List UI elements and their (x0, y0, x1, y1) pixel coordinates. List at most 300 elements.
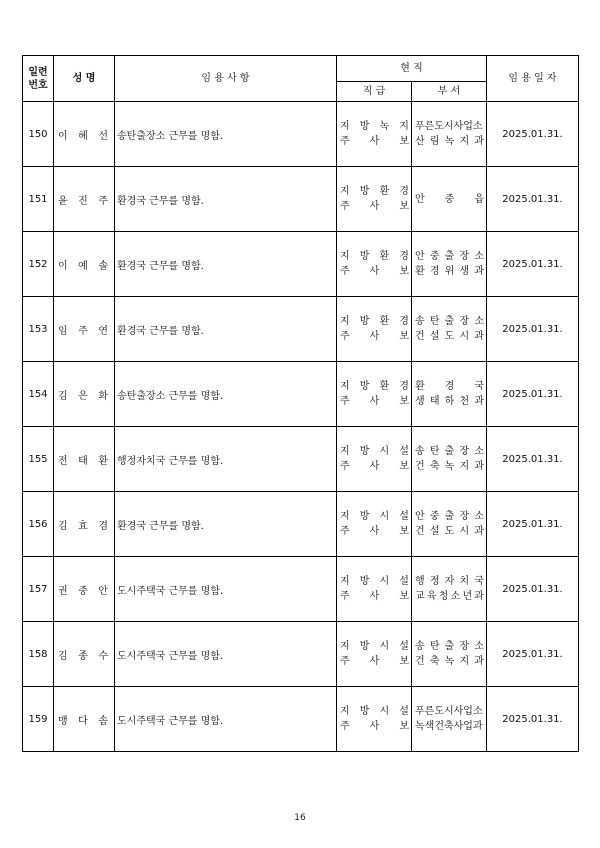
rank-line-2-char: 주 (340, 266, 350, 277)
dept-line-1-char: 소 (474, 251, 484, 262)
dept-line-2 (412, 329, 486, 344)
dept-line-2-char: 도 (444, 526, 455, 537)
rank-line-1-char: 녹 (379, 121, 390, 132)
current-department (412, 167, 487, 232)
dept-line-2-char: 과 (474, 396, 484, 407)
appointment-order: 도시주택국 근무를 명함. (115, 622, 337, 687)
dept-line-1-char: 소 (474, 641, 484, 652)
dept-line-2 (412, 394, 486, 409)
rank-line-2-char: 주 (340, 526, 350, 537)
dept-line-2 (412, 589, 486, 604)
rank-line-1-char: 설 (399, 576, 409, 587)
employee-name-text-char: 혜 (78, 130, 88, 142)
rank-line-2 (337, 199, 411, 214)
serial-number: 151 (23, 167, 54, 232)
dept-line-1 (412, 192, 486, 207)
rank-line-1-char: 지 (340, 121, 350, 132)
employee-name-text (54, 647, 114, 662)
dept-line-1 (412, 704, 486, 719)
rank-line-1-char: 경 (399, 186, 409, 197)
employee-name-text-char: 전 (58, 455, 68, 467)
employee-name (54, 297, 115, 362)
dept-line-2-char: 천 (459, 396, 470, 407)
employee-name-text-char: 김 (58, 520, 68, 532)
rank-line-2-char: 주 (340, 721, 350, 732)
rank-line-2-char: 사 (369, 331, 380, 342)
rank-line-1-char: 방 (359, 186, 370, 197)
appointment-date: 2025.01.31. (487, 102, 579, 167)
rank-line-1-char: 지 (340, 576, 350, 587)
dept-line-1 (412, 249, 486, 264)
employee-name-text-char: 김 (58, 650, 68, 662)
dept-line-1 (412, 314, 486, 329)
dept-line-2-char: 경 (429, 266, 440, 277)
current-rank (337, 297, 412, 362)
rank-line-1 (337, 509, 411, 524)
dept-line-1 (412, 509, 486, 524)
dept-line-2 (412, 134, 486, 149)
dept-line-2-char: 지 (459, 656, 470, 667)
rank-line-1-char: 시 (379, 706, 390, 717)
current-department (412, 427, 487, 492)
rank-line-1-char: 환 (379, 381, 390, 392)
appointment-date: 2025.01.31. (487, 492, 579, 557)
employee-name-text-char: 권 (58, 585, 68, 597)
serial-number: 152 (23, 232, 54, 297)
dept-line-1 (412, 444, 486, 459)
dept-line-2-char: 생 (415, 396, 425, 407)
rank-line-1 (337, 119, 411, 134)
dept-line-1-char: 출 (444, 511, 455, 522)
rank-line-2-char: 사 (369, 201, 380, 212)
dept-line-1-char: 중 (429, 511, 440, 522)
dept-line-1-char: 치 (459, 576, 470, 587)
dept-line-1-char: 출 (444, 316, 455, 327)
employee-name-text (54, 322, 114, 337)
dept-line-2-char: 건 (415, 331, 425, 342)
rank-line-1 (337, 444, 411, 459)
appointment-order: 환경국 근무를 명함. (115, 492, 337, 557)
current-department (412, 622, 487, 687)
dept-line-2 (412, 719, 486, 734)
employee-name-text-char: 김 (58, 390, 68, 402)
dept-line-2-char: 교 (415, 591, 425, 602)
rank-line-2-char: 주 (340, 201, 350, 212)
dept-line-1-char: 안 (415, 511, 425, 522)
rank-line-2-char: 사 (369, 461, 380, 472)
appointment-order: 송탄출장소 근무를 명함. (115, 362, 337, 427)
rank-line-2-char: 주 (340, 591, 350, 602)
appointment-order: 환경국 근무를 명함. (115, 232, 337, 297)
rank-line-1-char: 경 (399, 251, 409, 262)
dept-line-2-char: 과 (474, 656, 484, 667)
dept-line-2-char: 과 (474, 591, 484, 602)
rank-line-1 (337, 639, 411, 654)
employee-name-text-char: 솜 (98, 715, 108, 727)
header-name: 성 명 (54, 56, 115, 102)
dept-line-2-char: 지 (459, 136, 470, 147)
rank-line-2-char: 보 (399, 721, 409, 732)
table-row (23, 427, 579, 492)
rank-line-1-char: 환 (379, 316, 390, 327)
current-rank (337, 557, 412, 622)
rank-line-2 (337, 329, 411, 344)
rank-line-2 (337, 459, 411, 474)
header-current-position: 현 직 (337, 56, 487, 82)
appointment-order: 송탄출장소 근무를 명함. (115, 102, 337, 167)
serial-number: 153 (23, 297, 54, 362)
employee-name-text-char: 다 (78, 715, 88, 727)
dept-line-2 (412, 524, 486, 539)
dept-line-2-char: 과 (474, 136, 484, 147)
dept-line-2-char: 녹 (444, 656, 455, 667)
rank-line-2-char: 보 (399, 461, 409, 472)
serial-number: 156 (23, 492, 54, 557)
rank-line-1-char: 지 (340, 706, 350, 717)
rank-line-2 (337, 524, 411, 539)
dept-line-1-char: 출 (444, 446, 455, 457)
rank-line-1-char: 방 (359, 381, 370, 392)
appointment-order: 환경국 근무를 명함. (115, 297, 337, 362)
dept-line-1-char: 장 (459, 251, 470, 262)
rank-line-2-char: 주 (340, 136, 350, 147)
dept-line-1-char: 자 (444, 576, 455, 587)
employee-name-text (54, 192, 114, 207)
employee-name-text-char: 화 (98, 390, 108, 402)
employee-name-text-char: 수 (98, 650, 108, 662)
table-row (23, 167, 579, 232)
employee-name-text-char: 선 (98, 130, 108, 142)
dept-line-1-char: 장 (459, 511, 470, 522)
employee-name-text-char: 솔 (98, 260, 108, 272)
rank-line-1-char: 시 (379, 511, 390, 522)
appointment-date: 2025.01.31. (487, 232, 579, 297)
appointment-order: 도시주택국 근무를 명함. (115, 687, 337, 752)
current-rank (337, 232, 412, 297)
current-rank (337, 362, 412, 427)
dept-line-1-char: 중 (444, 193, 455, 205)
dept-line-1-char: 행 (415, 576, 425, 587)
dept-line-1-char: 소 (474, 511, 484, 522)
appointment-date: 2025.01.31. (487, 167, 579, 232)
current-department (412, 297, 487, 362)
appointment-date: 2025.01.31. (487, 557, 579, 622)
table-row (23, 557, 579, 622)
current-rank (337, 687, 412, 752)
dept-line-2-char: 과 (474, 461, 484, 472)
rank-line-2 (337, 394, 411, 409)
table-row (23, 622, 579, 687)
employee-name-text-char: 효 (78, 520, 88, 532)
dept-line-2-char: 건 (415, 526, 425, 537)
rank-line-1-char: 방 (359, 641, 370, 652)
rank-line-2-char: 사 (369, 721, 380, 732)
employee-name-text-char: 주 (78, 325, 88, 337)
header-appointment: 임 용 사 항 (115, 56, 337, 102)
rank-line-1 (337, 184, 411, 199)
rank-line-2 (337, 654, 411, 669)
dept-line-1 (412, 119, 486, 134)
employee-name (54, 557, 115, 622)
rank-line-1 (337, 379, 411, 394)
employee-name-text-char: 맹 (58, 715, 68, 727)
rank-line-1 (337, 574, 411, 589)
rank-line-1-char: 지 (340, 251, 350, 262)
header-department: 부 서 (412, 82, 487, 102)
dept-line-1-char: 송 (415, 316, 425, 327)
dept-line-1-char: 푸른도시사업소 (415, 121, 483, 132)
header-appointment-date: 임 용 일 자 (487, 56, 579, 102)
dept-line-1-char: 출 (444, 251, 455, 262)
dept-line-1-char: 탄 (429, 641, 440, 652)
rank-line-1-char: 설 (399, 511, 409, 522)
dept-line-1-char: 소 (474, 446, 484, 457)
table-row (23, 102, 579, 167)
current-rank (337, 102, 412, 167)
rank-line-1-char: 시 (379, 446, 390, 457)
dept-line-2-char: 년 (462, 591, 473, 602)
rank-line-1-char: 지 (399, 121, 409, 132)
dept-line-1-char: 푸른도시사업소 (415, 706, 483, 717)
dept-line-1-char: 장 (459, 641, 470, 652)
rank-line-2 (337, 264, 411, 279)
serial-number: 157 (23, 557, 54, 622)
rank-line-1-char: 환 (379, 251, 390, 262)
employee-name-text-char: 중 (78, 585, 88, 597)
dept-line-1-char: 정 (429, 576, 440, 587)
rank-line-2-char: 사 (369, 266, 380, 277)
dept-line-2-char: 환 (415, 266, 425, 277)
serial-number: 159 (23, 687, 54, 752)
rank-line-1-char: 환 (379, 186, 390, 197)
employee-name-text-char: 이 (58, 130, 68, 142)
table-row (23, 297, 579, 362)
current-rank (337, 622, 412, 687)
current-rank (337, 427, 412, 492)
current-department (412, 362, 487, 427)
employee-name-text (54, 582, 114, 597)
employee-name (54, 232, 115, 297)
appointment-order: 도시주택국 근무를 명함. (115, 557, 337, 622)
table-header (23, 56, 579, 102)
employee-name-text (54, 517, 114, 532)
rank-line-1-char: 설 (399, 641, 409, 652)
dept-line-2-char: 녹 (444, 136, 455, 147)
employee-name (54, 687, 115, 752)
rank-line-2-char: 주 (340, 461, 350, 472)
rank-line-1-char: 지 (340, 316, 350, 327)
rank-line-1-char: 방 (359, 316, 370, 327)
dept-line-1-char: 읍 (474, 193, 484, 205)
employee-name-text-char: 은 (78, 390, 88, 402)
dept-line-2-char: 림 (429, 136, 440, 147)
employee-name-text-char: 겸 (98, 520, 108, 532)
dept-line-1-char: 안 (415, 193, 425, 205)
employee-name-text-char: 종 (78, 650, 88, 662)
rank-line-1-char: 방 (359, 576, 370, 587)
rank-line-2-char: 사 (369, 656, 380, 667)
appointment-date: 2025.01.31. (487, 297, 579, 362)
rank-line-2-char: 사 (369, 591, 380, 602)
dept-line-1-char: 국 (474, 381, 484, 392)
dept-line-2-char: 도 (444, 331, 455, 342)
employee-name-text-char: 예 (78, 260, 88, 272)
employee-name-text-char: 환 (98, 455, 108, 467)
employee-name-text-char: 연 (98, 325, 108, 337)
appointment-order: 행정자치국 근무를 명함. (115, 427, 337, 492)
rank-line-2-char: 보 (399, 591, 409, 602)
table-row (23, 362, 579, 427)
dept-line-2 (412, 654, 486, 669)
appointment-table (22, 55, 579, 752)
dept-line-2-char: 과 (474, 526, 484, 537)
rank-line-2-char: 주 (340, 656, 350, 667)
appointment-date: 2025.01.31. (487, 427, 579, 492)
rank-line-1-char: 방 (359, 251, 370, 262)
appointment-date: 2025.01.31. (487, 362, 579, 427)
dept-line-2-char: 시 (459, 526, 470, 537)
serial-number: 154 (23, 362, 54, 427)
rank-line-1-char: 설 (399, 706, 409, 717)
rank-line-1-char: 경 (399, 381, 409, 392)
header-rank: 직 급 (337, 82, 412, 102)
current-rank (337, 492, 412, 557)
rank-line-1-char: 지 (340, 511, 350, 522)
employee-name-text (54, 387, 114, 402)
rank-line-1-char: 시 (379, 641, 390, 652)
dept-line-1-char: 국 (474, 576, 484, 587)
rank-line-1-char: 방 (359, 511, 370, 522)
rank-line-2-char: 주 (340, 396, 350, 407)
rank-line-2-char: 주 (340, 331, 350, 342)
dept-line-1-char: 중 (429, 251, 440, 262)
table-row (23, 232, 579, 297)
rank-line-2-char: 사 (369, 396, 380, 407)
dept-line-1-char: 환 (415, 381, 425, 392)
current-rank (337, 167, 412, 232)
current-department (412, 492, 487, 557)
rank-line-2-char: 보 (399, 396, 409, 407)
rank-line-1 (337, 314, 411, 329)
current-department (412, 232, 487, 297)
rank-line-1-char: 방 (359, 121, 370, 132)
rank-line-2-char: 보 (399, 331, 409, 342)
appointment-date: 2025.01.31. (487, 622, 579, 687)
rank-line-1 (337, 249, 411, 264)
header-serial-no: 일련 번호 (23, 56, 54, 102)
rank-line-1-char: 시 (379, 576, 390, 587)
dept-line-1 (412, 639, 486, 654)
appointment-date: 2025.01.31. (487, 687, 579, 752)
dept-line-1-char: 안 (415, 251, 425, 262)
rank-line-1-char: 지 (340, 446, 350, 457)
dept-line-2-char: 건 (415, 461, 425, 472)
dept-line-1-char: 소 (474, 316, 484, 327)
employee-name (54, 362, 115, 427)
rank-line-1-char: 지 (340, 186, 350, 197)
rank-line-2-char: 사 (369, 136, 380, 147)
dept-line-1-char: 탄 (429, 316, 440, 327)
rank-line-2-char: 보 (399, 136, 409, 147)
table-row (23, 687, 579, 752)
employee-name-text (54, 127, 114, 142)
employee-name-text-char: 윤 (58, 195, 68, 207)
rank-line-2-char: 보 (399, 526, 409, 537)
rank-line-1-char: 지 (340, 381, 350, 392)
rank-line-2-char: 보 (399, 201, 409, 212)
dept-line-2-char: 태 (429, 396, 440, 407)
employee-name-text-char: 임 (58, 325, 68, 337)
employee-name (54, 102, 115, 167)
dept-line-2 (412, 264, 486, 279)
employee-name-text (54, 712, 114, 727)
dept-line-2-char: 육 (426, 591, 437, 602)
table-row (23, 492, 579, 557)
dept-line-1-char: 송 (415, 446, 425, 457)
employee-name-text-char: 주 (98, 195, 108, 207)
rank-line-1-char: 방 (359, 446, 370, 457)
current-department (412, 687, 487, 752)
dept-line-2-char: 생 (459, 266, 470, 277)
dept-line-2 (412, 459, 486, 474)
current-department (412, 102, 487, 167)
rank-line-1 (337, 704, 411, 719)
rank-line-1-char: 설 (399, 446, 409, 457)
dept-line-1-char: 송 (415, 641, 425, 652)
employee-name (54, 492, 115, 557)
employee-name-text-char: 안 (98, 585, 108, 597)
dept-line-2-char: 시 (459, 331, 470, 342)
employee-name (54, 427, 115, 492)
dept-line-2-char: 청 (438, 591, 449, 602)
rank-line-1-char: 지 (340, 641, 350, 652)
dept-line-2-char: 녹색건축사업과 (415, 721, 483, 732)
rank-line-2-char: 보 (399, 656, 409, 667)
appointment-order: 환경국 근무를 명함. (115, 167, 337, 232)
employee-name-text (54, 452, 114, 467)
employee-name (54, 167, 115, 232)
dept-line-1-char: 장 (459, 316, 470, 327)
dept-line-2-char: 축 (429, 656, 440, 667)
dept-line-2-char: 건 (415, 656, 425, 667)
dept-line-1-char: 탄 (429, 446, 440, 457)
dept-line-2-char: 과 (474, 331, 484, 342)
dept-line-2-char: 과 (474, 266, 484, 277)
rank-line-2 (337, 589, 411, 604)
rank-line-1-char: 경 (399, 316, 409, 327)
dept-line-2-char: 지 (459, 461, 470, 472)
employee-name (54, 622, 115, 687)
dept-line-2-char: 위 (444, 266, 455, 277)
dept-line-1-char: 경 (444, 381, 455, 392)
dept-line-2-char: 설 (429, 331, 440, 342)
serial-number: 158 (23, 622, 54, 687)
dept-line-1 (412, 574, 486, 589)
dept-line-2-char: 축 (429, 461, 440, 472)
employee-name-text-char: 이 (58, 260, 68, 272)
dept-line-2-char: 소 (450, 591, 461, 602)
dept-line-2-char: 산 (415, 136, 425, 147)
rank-line-2 (337, 134, 411, 149)
employee-name-text-char: 진 (78, 195, 88, 207)
rank-line-2 (337, 719, 411, 734)
dept-line-2-char: 하 (444, 396, 455, 407)
rank-line-2-char: 사 (369, 526, 380, 537)
current-department (412, 557, 487, 622)
dept-line-1-char: 출 (444, 641, 455, 652)
dept-line-2-char: 설 (429, 526, 440, 537)
rank-line-2-char: 보 (399, 266, 409, 277)
